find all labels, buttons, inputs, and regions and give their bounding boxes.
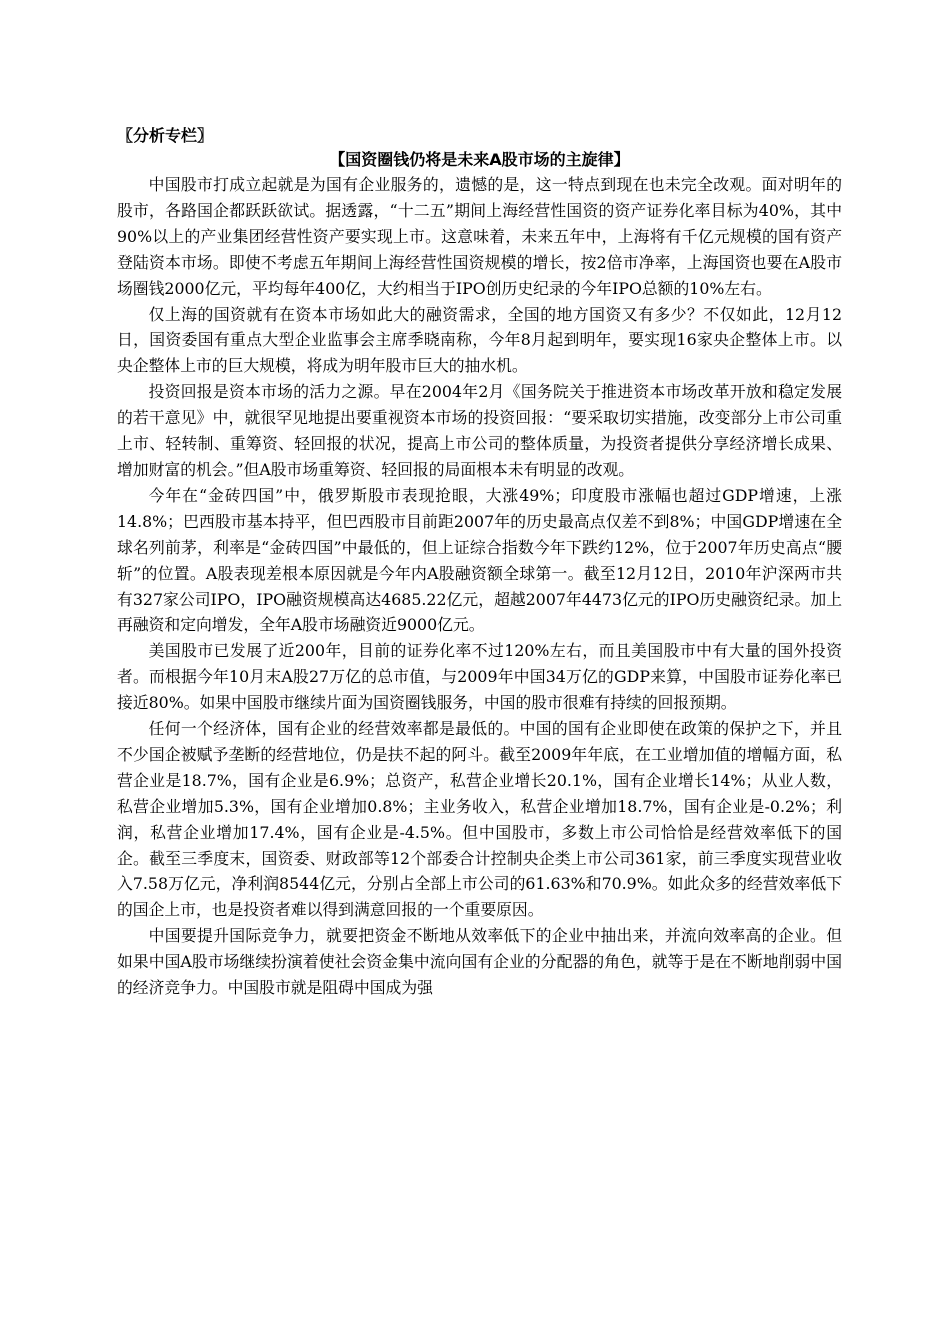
document-page xyxy=(117,124,842,1001)
article-title: 【国资圈钱仍将是未来A股市场的主旋律】 xyxy=(329,150,630,169)
paragraph: 今年在“金砖四国”中，俄罗斯股市表现抢眼，大涨49%；印度股市涨幅也超过GDP增速，上涨14.8%；巴西股市基本持平，但巴西股市目前距2007年的历史最高点仅差不到8%；中国GDP增速在全球名列前茅，利率是“金砖四国”中最低的，但上证综合指数今年下跌约12%，位于2007年历史高点“腰斩”的位置。A股表现差根本原因就是今年内A股融资额全球第一。截至12月12日，2010年沪深两市共有327家公司IPO，IPO融资规模高达4685.22亿元，超越2007年4473亿元的IPO历史融资纪录。加上再融资和定向增发，全年A股市场融资近9000亿元。 xyxy=(117,485,842,635)
column-tag: 〖分析专栏〗 xyxy=(117,126,214,145)
paragraph: 美国股市已发展了近200年，目前的证券化率不过120%左右，而且美国股市中有大量的国外投资者。而根据今年10月末A股27万亿的总市值，与2009年中国34万亿的GDP来算，中国股市证券化率已接近80%。如果中国股市继续片面为国资圈钱服务，中国的股市很难有持续的回报预期。 xyxy=(117,641,842,713)
paragraph: 任何一个经济体，国有企业的经营效率都是最低的。中国的国有企业即使在政策的保护之下，并且不少国企被赋予垄断的经营地位，仍是扶不起的阿斗。截至2009年年底，在工业增加值的增幅方面，私营企业是18.7%，国有企业是6.9%；总资产，私营企业增长20.1%，国有企业增长14%；从业人数，私营企业增加5.3%，国有企业增加0.8%；主业务收入，私营企业增加18.7%，国有企业是-0.2%；利润，私营企业增加17.4%，国有企业是-4.5%。但中国股市，多数上市公司恰恰是经营效率低下的国企。截至三季度末，国资委、财政部等12个部委合计控制央企类上市公司361家，前三季度实现营业收入7.58万亿元，净利润8544亿元，分别占全部上市公司的61.63%和70.9%。如此众多的经营效率低下的国企上市，也是投资者难以得到满意回报的一个重要原因。 xyxy=(117,719,842,920)
paragraph: 仅上海的国资就有在资本市场如此大的融资需求，全国的地方国资又有多少？不仅如此，12月12日，国资委国有重点大型企业监事会主席季晓南称，今年8月起到明年，要实现16家央企整体上市。以央企整体上市的巨大规模，将成为明年股市巨大的抽水机。 xyxy=(117,304,842,376)
paragraph: 中国股市打成立起就是为国有企业服务的，遗憾的是，这一特点到现在也未完全改观。面对明年的股市，各路国企都跃跃欲试。据透露，“十二五”期间上海经营性国资的资产证券化率目标为40%，其中90%以上的产业集团经营性资产要实现上市。这意味着，未来五年中，上海将有千亿元规模的国有资产登陆资本市场。即使不考虑五年期间上海经营性国资规模的增长，按2倍市净率，上海国资也要在A股市场圈钱2000亿元，平均每年400亿，大约相当于IPO创历史纪录的今年IPO总额的10%左右。 xyxy=(117,175,842,298)
paragraph: 投资回报是资本市场的活力之源。早在2004年2月《国务院关于推进资本市场改革开放和稳定发展的若干意见》中，就很罕见地提出要重视资本市场的投资回报：“要采取切实措施，改变部分上市公司重上市、轻转制、重筹资、轻回报的状况，提高上市公司的整体质量，为投资者提供分享经济增长成果、增加财富的机会。”但A股市场重筹资、轻回报的局面根本未有明显的改观。 xyxy=(117,382,842,479)
paragraph: 中国要提升国际竞争力，就要把资金不断地从效率低下的企业中抽出来，并流向效率高的企业。但如果中国A股市场继续扮演着使社会资金集中流向国有企业的分配器的角色，就等于是在不断地削弱中国的经济竞争力。中国股市就是阻碍中国成为强 xyxy=(117,926,842,998)
